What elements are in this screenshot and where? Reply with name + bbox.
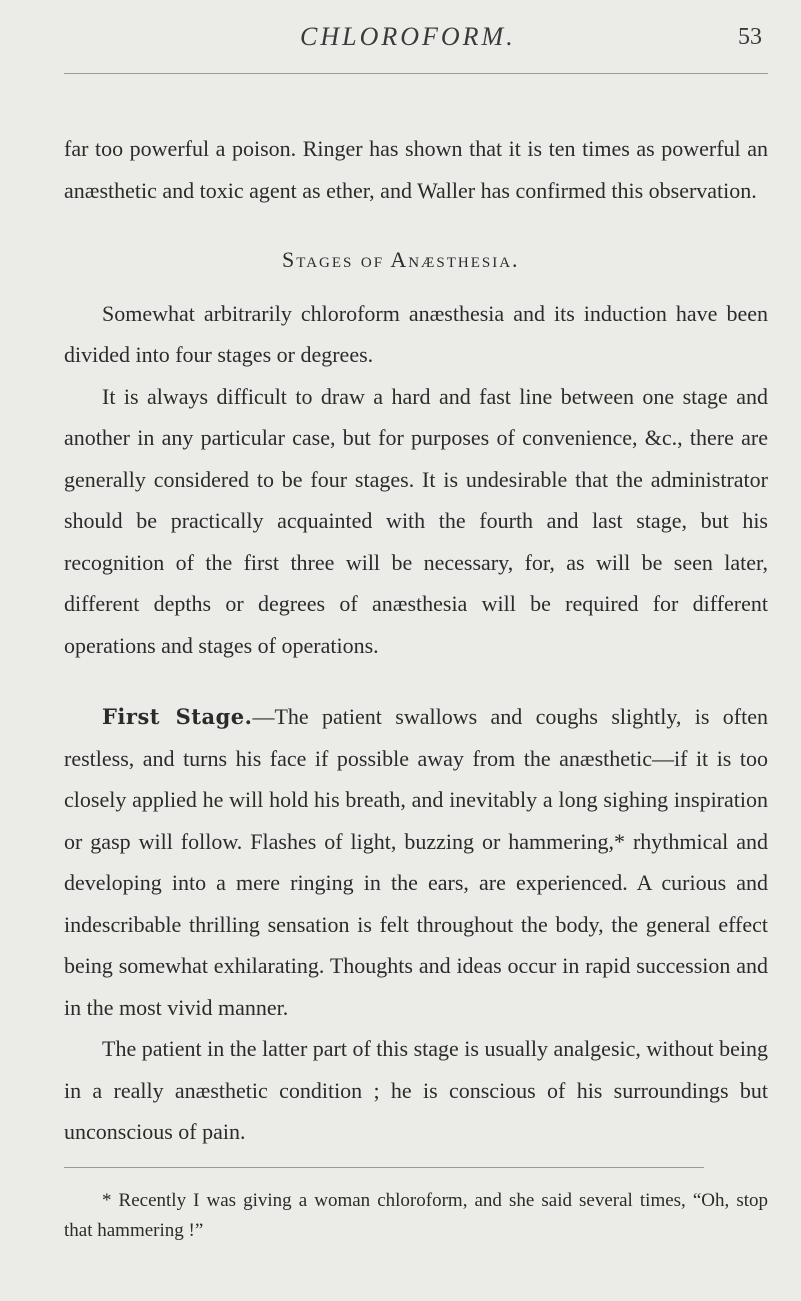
- footnote: [64, 1186, 768, 1246]
- page-number: 53: [738, 24, 762, 50]
- first-stage-runin: First Stage.: [102, 704, 253, 729]
- running-title: CHLOROFORM.: [300, 22, 516, 51]
- body-text: [64, 128, 768, 1153]
- paragraph-2: Somewhat arbitrarily chloroform anæsthesia and its induction have been divided into four stages or degrees.: [64, 300, 768, 367]
- header-rule: [64, 73, 768, 74]
- footnote-rule: [64, 1167, 704, 1168]
- footnote-text: * Recently I was giving a woman chloroform, and she said several times, “Oh, stop that hammering !”: [64, 1190, 768, 1241]
- paragraph-4-text: —The patient swallows and coughs slightly, is often restless, and turns his face if possible away from the anæsthetic—if it is too closely applied he will hold his breath, and inevitably a long sighing inspiration or gasp will follow. Flashes of light, buzzing or hammering,* rhythmical and developing into a mere ringing in the ears, are experienced. A curious and indescribable thrilling sensation is felt throughout the body, the general effect being somewhat exhilarating. Thoughts and ideas occur in rapid succession and in the most vivid manner.: [64, 704, 768, 1020]
- paragraph-3: It is always difficult to draw a hard and fast line between one stage and another in any particular case, but for purposes of convenience, &c., there are generally considered to be four stages. It is undesirable that the administrator should be practically acquainted with the fourth and last stage, but his recognition of the first three will be necessary, for, as will be seen later, different depths or degrees of anæsthesia will be required for different operations and stages of operations.: [64, 383, 768, 658]
- section-heading: Stages of Anæsthesia.: [282, 247, 520, 272]
- paragraph-1: far too powerful a poison. Ringer has shown that it is ten times as powerful an anæsthetic and toxic agent as ether, and Waller has confirmed this observation.: [64, 136, 768, 203]
- paragraph-4: [64, 696, 768, 1028]
- paragraph-5: The patient in the latter part of this stage is usually analgesic, without being in a really anæsthetic condition ; he is conscious of his surroundings but unconscious of pain.: [64, 1036, 768, 1144]
- running-head: [0, 22, 801, 62]
